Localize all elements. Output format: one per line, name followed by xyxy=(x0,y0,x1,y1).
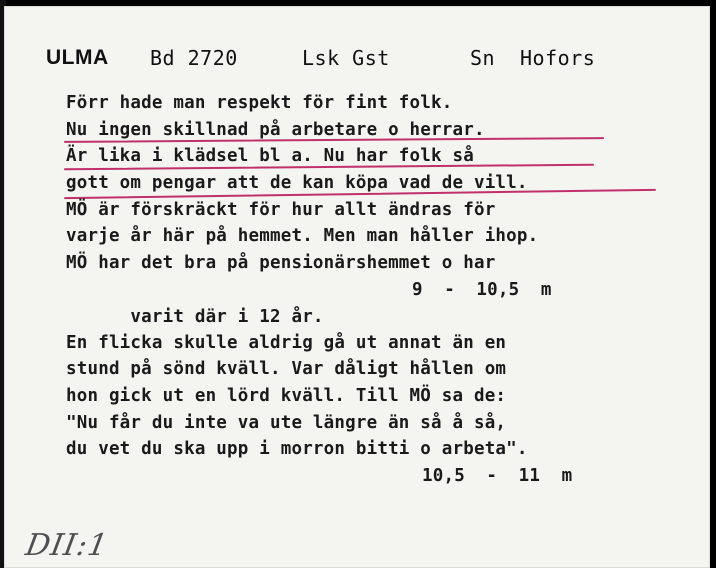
text-line: varit där i 12 år. xyxy=(130,306,324,327)
parish-label: Sn xyxy=(470,46,496,70)
text-line: "Nu får du inte va ute längre än så å så, xyxy=(66,412,507,433)
text-line: du vet du ska upp i morron bitti o arbeta". xyxy=(66,439,528,460)
text-line: Förr hade man respekt för fint folk. xyxy=(66,93,453,113)
text-line: MÖ har det bra på pensionärshemmet o har xyxy=(66,253,496,274)
text-line: En flicka skulle aldrig gå ut annat än en xyxy=(66,332,507,353)
text-line-underlined: gott om pengar att de kan köpa vad de vill. xyxy=(66,170,686,197)
page-measure: 10,5 - 11 m xyxy=(422,465,573,486)
text-line-underlined: Är lika i klädsel bl a. Nu har folk så xyxy=(66,143,686,170)
card-body xyxy=(66,90,686,490)
text-line: varje år här på hemmet. Men man håller ihop. xyxy=(66,226,539,247)
text-line-underlined: Nu ingen skillnad på arbetare o herrar. xyxy=(66,117,686,144)
archive-card xyxy=(4,6,710,568)
page-measure: 9 - 10,5 m xyxy=(412,279,552,300)
text-line: MÖ är förskräckt för hur allt ändras för xyxy=(66,199,496,220)
parish-name: Hofors xyxy=(520,46,596,70)
text-line-with-measure xyxy=(66,463,686,490)
text-line: hon gick ut en lörd kväll. Till MÖ sa de: xyxy=(66,385,507,406)
archive-code: ULMA xyxy=(46,46,109,69)
card-header xyxy=(4,36,710,76)
text-line: stund på sönd kväll. Var dåligt hållen om xyxy=(66,359,507,380)
handwritten-signature: DII:1 xyxy=(22,528,112,563)
record-number: Bd 2720 xyxy=(150,46,238,70)
county-code: Lsk Gst xyxy=(302,46,390,70)
text-line-with-measure xyxy=(66,277,686,327)
